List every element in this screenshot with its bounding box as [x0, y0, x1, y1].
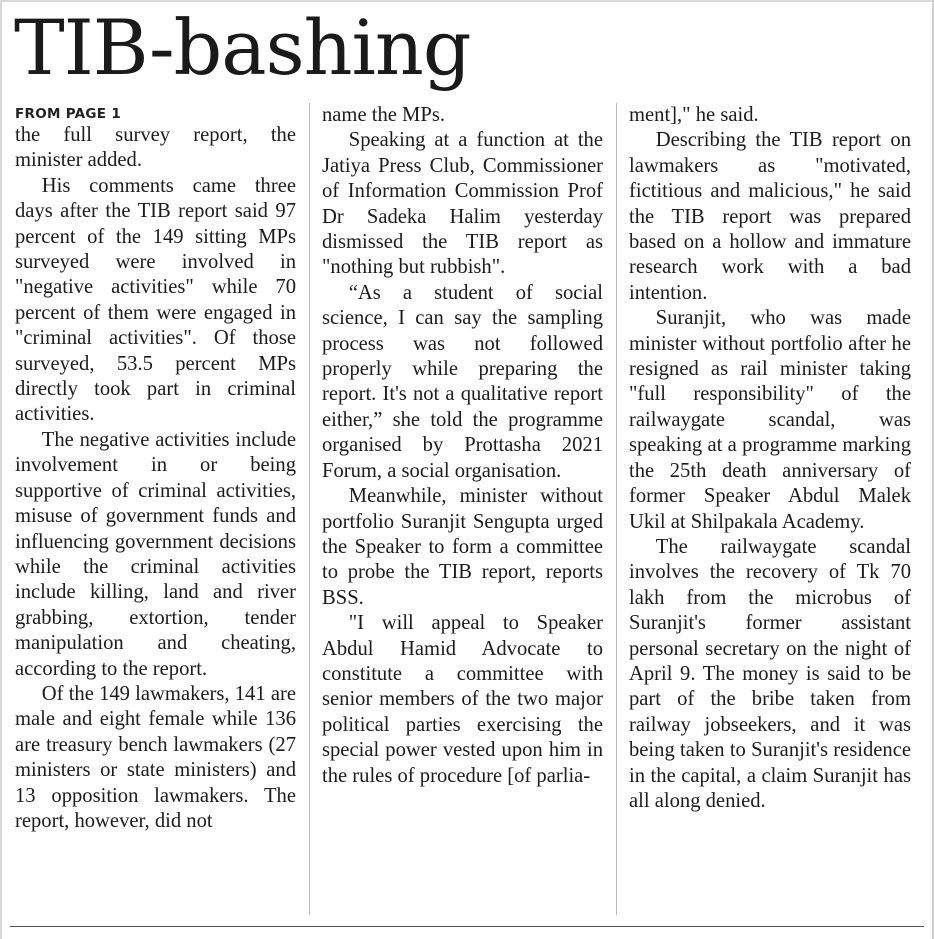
paragraph: Meanwhile, minister without portfolio Suranjit Sengupta urged the Speaker to form a committee to probe the TIB report, reports BSS. — [322, 485, 603, 609]
article-column-3 — [629, 103, 911, 918]
paragraph: The railwaygate scandal involves the recovery of Tk 70 lakh from the microbus of Suranjit's former assistant personal secretary on the night of April 9. The money is said to be part of the bribe taken from railway jobseekers, and it was being taken to Suranjit's residence in the capital, a claim Suranjit has all along denied. — [629, 535, 911, 812]
continuation-kicker: FROM PAGE 1 — [15, 106, 122, 122]
article-column-2 — [322, 103, 603, 918]
paragraph: Suranjit, who was made minister without portfolio after he resigned as rail minister taking "full responsibility" of the railwaygate scandal, was speaking at a programme marking the 25th death anniversary of former Speaker Abdul Malek Ukil at Shilpakala Academy. — [629, 307, 911, 533]
column-rule — [616, 103, 617, 915]
paragraph: Of the 149 lawmakers, 141 are male and eight female while 136 are treasury bench lawmakers (27 ministers or state ministers) and 13 opposition lawmakers. The report, however, did not — [15, 682, 296, 832]
clipping-top-edge — [0, 0, 934, 2]
paragraph: “As a student of social science, I can say the sampling process was not followed properly while preparing the report. It's not a qualitative report either,” she told the programme organised by Prottasha 2021 Forum, a social organisation. — [322, 281, 603, 482]
article-column-1 — [15, 103, 296, 918]
clipping-left-edge — [0, 0, 2, 939]
headline: TIB-bashing — [14, 3, 471, 92]
paragraph: Describing the TIB report on lawmakers as "motivated, fictitious and malicious," he said the TIB report was prepared based on a hollow and immature research work with a bad intention. — [629, 129, 911, 304]
column-rule — [309, 103, 310, 915]
paragraph: ment]," he said. — [629, 104, 759, 126]
paragraph: The negative activities include involvement in or being supportive of criminal activities, misuse of government funds and influencing government decisions while the criminal activities include killing, land and river grabbing, extortion, tender manipulation and cheating, according to the report. — [15, 428, 296, 680]
paragraph: Speaking at a function at the Jatiya Press Club, Commissioner of Information Commission Prof Dr Sadeka Halim yesterday dismissed the TIB report as "nothing but rubbish". — [322, 129, 603, 279]
bottom-rule — [10, 926, 924, 927]
paragraph: "I will appeal to Speaker Abdul Hamid Advocate to constitute a committee with senior members of the two major political parties exercising the special power vested upon him in the rules of procedure [of parlia- — [322, 612, 603, 787]
paragraph: the full survey report, the minister added. — [15, 124, 296, 172]
paragraph: His comments came three days after the TIB report said 97 percent of the 149 sitting MPs surveyed were involved in "negative activities" while 70 percent of them were engaged in "criminal activities". Of those surveyed, 53.5 percent MPs directly took part in criminal activities. — [15, 174, 296, 426]
paragraph: name the MPs. — [322, 104, 445, 126]
